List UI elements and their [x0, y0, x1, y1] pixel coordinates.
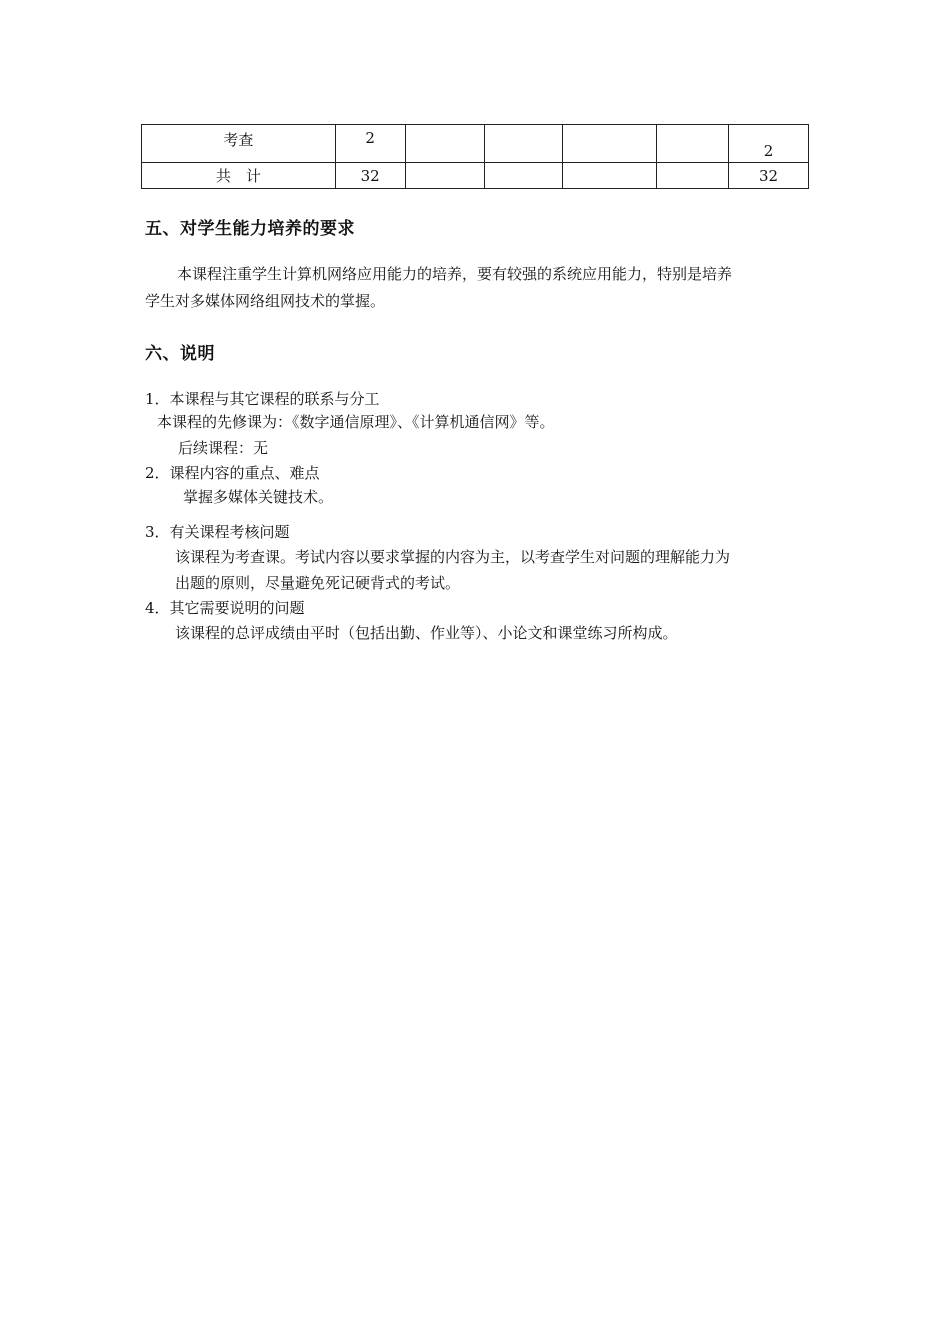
hours-table — [141, 124, 809, 189]
table-cell — [485, 163, 563, 189]
table-cell — [405, 163, 485, 189]
section-5-paragraph-line-2: 学生对多媒体网络组网技术的掌握。 — [145, 292, 386, 310]
item-4-line-1: 该课程的总评成绩由平时（包括出勤、作业等）、小论文和课堂练习所构成。 — [175, 624, 678, 642]
item-3-line-2: 出题的原则，尽量避免死记硬背式的考试。 — [175, 574, 461, 592]
item-4-title: 4．其它需要说明的问题 — [145, 599, 305, 617]
table-cell: 2 — [729, 125, 809, 163]
item-3-title: 3．有关课程考核问题 — [145, 523, 290, 541]
table-cell — [485, 125, 563, 163]
table-row — [142, 163, 809, 189]
table-cell: 32 — [335, 163, 405, 189]
section-5-paragraph-line-1: 本课程注重学生计算机网络应用能力的培养，要有较强的系统应用能力，特别是培养 — [177, 265, 733, 283]
table-cell: 2 — [335, 125, 405, 163]
table-cell — [405, 125, 485, 163]
table-cell — [563, 163, 657, 189]
table-cell — [563, 125, 657, 163]
table-cell: 32 — [729, 163, 809, 189]
item-1-title: 1．本课程与其它课程的联系与分工 — [145, 390, 380, 408]
section-6-heading: 六、说明 — [145, 344, 215, 364]
item-2-title: 2．课程内容的重点、难点 — [145, 464, 320, 482]
item-1-line-2: 后续课程：无 — [178, 439, 269, 457]
table-row — [142, 125, 809, 163]
table-cell-label: 共 计 — [142, 163, 336, 189]
item-3-line-1: 该课程为考查课。考试内容以要求掌握的内容为主，以考查学生对问题的理解能力为 — [175, 548, 731, 566]
item-2-line-1: 掌握多媒体关键技术。 — [183, 488, 334, 506]
table-cell — [657, 125, 729, 163]
section-5-heading: 五、对学生能力培养的要求 — [145, 219, 355, 239]
table-cell — [657, 163, 729, 189]
table-cell-label: 考查 — [142, 125, 336, 163]
item-1-line-1: 本课程的先修课为：《数字通信原理》、《计算机通信网》等。 — [157, 413, 555, 431]
